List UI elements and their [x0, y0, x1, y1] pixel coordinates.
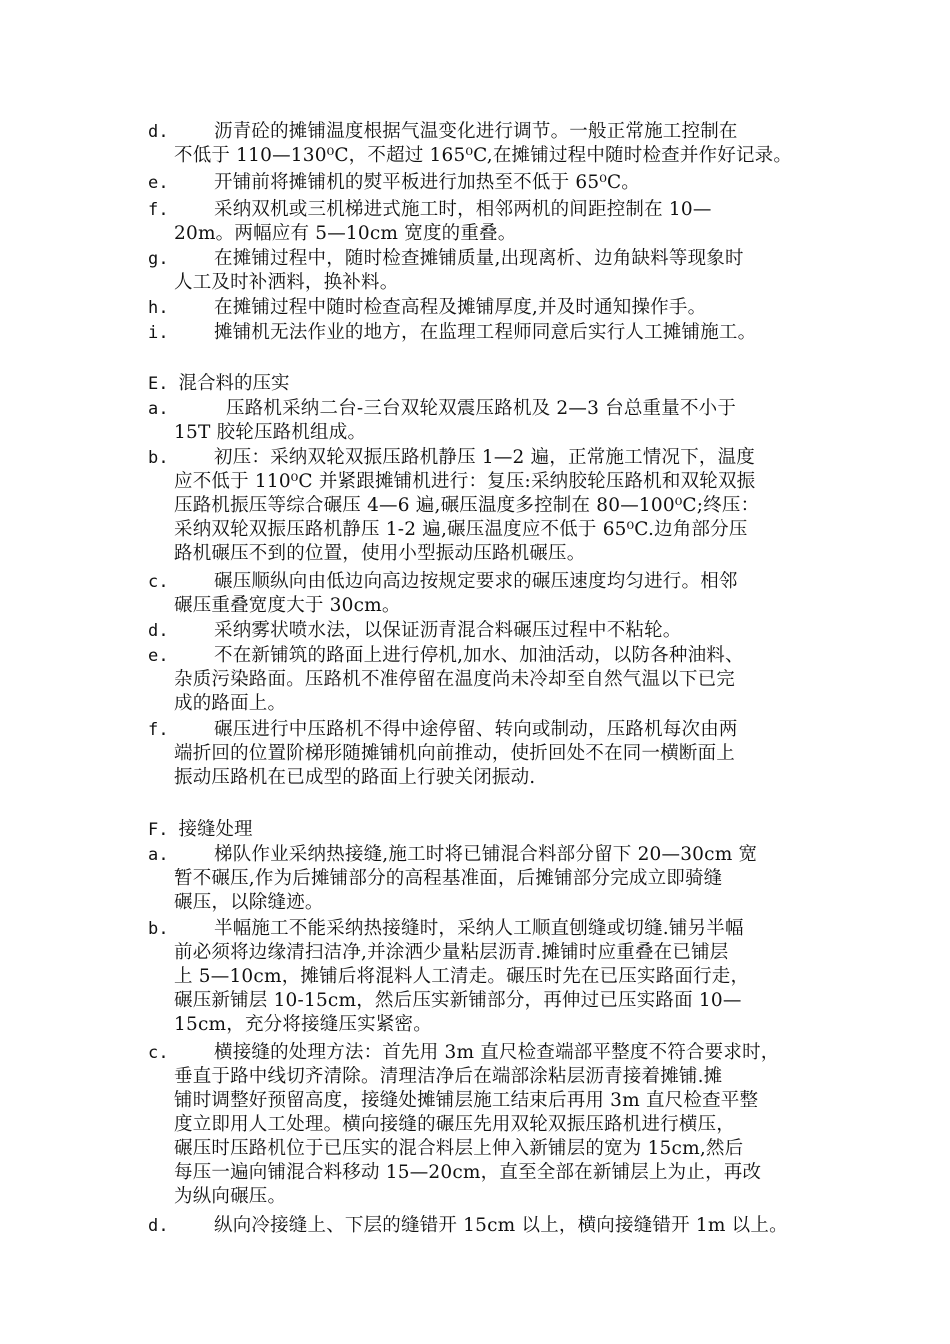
item-text: 碾压新铺层 10-15cm，然后压实新铺部分，再伸过已压实路面 10—: [174, 990, 742, 1011]
item-text: 垂直于路中线切齐清除。清理洁净后在端部涂粘层沥青接着摊铺.摊: [174, 1066, 723, 1087]
section-title: 混合料的压实: [178, 373, 290, 394]
section-label: F.: [148, 820, 169, 840]
item-label: a.: [148, 399, 169, 419]
item-text: 上 5—10cm，摊铺后将混料人工清走。碾压时先在已压实路面行走，: [174, 966, 750, 987]
item-text: 铺时调整好预留高度，接缝处摊铺层施工结束后再用 3m 直尺检查平整: [174, 1090, 759, 1111]
item-text: 应不低于 110⁰C 并紧跟摊铺机进行：复压:采纳胶轮压路机和双轮双振: [174, 471, 756, 492]
item-text: 采纳双轮双振压路机静压 1-2 遍,碾压温度应不低于 65⁰C.边角部分压: [174, 519, 748, 540]
item-text: 每压一遍向铺混合料移动 15—20cm，直至全部在新铺层上为止，再改: [174, 1162, 762, 1183]
item-text: 开铺前将摊铺机的熨平板进行加热至不低于 65⁰C。: [214, 172, 640, 193]
item-label: h.: [148, 298, 169, 318]
list-item: [148, 171, 868, 195]
list-item: [148, 619, 868, 643]
item-text: 半幅施工不能采纳热接缝时，采纳人工顺直刨缝或切缝.铺另半幅: [214, 918, 744, 939]
item-text: 15cm，充分将接缝压实紧密。: [174, 1014, 432, 1035]
item-text: 为纵向碾压。: [174, 1186, 287, 1207]
item-text: 梯队作业采纳热接缝,施工时将已铺混合料部分留下 20—30cm 宽: [214, 844, 758, 865]
item-label: b.: [148, 919, 169, 939]
item-text: 成的路面上。: [174, 693, 287, 714]
item-text: 沥青砼的摊铺温度根据气温变化进行调节。一般正常施工控制在: [214, 121, 738, 142]
item-text: 在摊铺过程中，随时检查摊铺质量,出现离析、边角缺料等现象时: [214, 248, 744, 269]
item-text: 压路机采纳二台-三台双轮双震压路机及 2—3 台总重量不小于: [226, 398, 737, 419]
section-heading: [148, 372, 290, 396]
item-label: e.: [148, 646, 169, 666]
item-text: 暂不碾压,作为后摊铺部分的高程基准面，后摊铺部分完成立即骑缝: [174, 868, 723, 889]
item-text: 度立即用人工处理。横向接缝的碾压先用双轮双振压路机进行横压，: [174, 1114, 736, 1135]
item-text: 采纳双机或三机梯进式施工时，相邻两机的间距控制在 10—: [214, 199, 712, 220]
item-text: 碾压进行中压路机不得中途停留、转向或制动，压路机每次由两: [214, 719, 738, 740]
section-title: 接缝处理: [178, 819, 253, 840]
item-label: d.: [148, 122, 169, 142]
item-text: 路机碾压不到的位置，使用小型振动压路机碾压。: [174, 543, 586, 564]
item-label: d.: [148, 621, 169, 641]
item-text: 纵向冷接缝上、下层的缝错开 15cm 以上，横向接缝错开 1m 以上。: [214, 1215, 788, 1236]
item-text: 碾压顺纵向由低边向高边按规定要求的碾压速度均匀进行。相邻: [214, 571, 738, 592]
item-text: 前必须将边缘清扫洁净,并涂洒少量粘层沥青.摊铺时应重叠在已铺层: [174, 942, 729, 963]
item-text: 碾压，以除缝迹。: [174, 892, 324, 913]
item-text: 振动压路机在已成型的路面上行驶关闭振动.: [174, 767, 536, 788]
item-label: c.: [148, 1043, 169, 1063]
item-label: b.: [148, 448, 169, 468]
list-item: [148, 917, 868, 1037]
item-text: 不低于 110—130⁰C，不超过 165⁰C,在摊铺过程中随时检查并作好记录。: [174, 145, 793, 166]
item-label: g.: [148, 249, 169, 269]
item-text: 不在新铺筑的路面上进行停机,加水、加油活动，以防各种油料、: [214, 645, 744, 666]
list-item: [148, 446, 868, 566]
item-text: 人工及时补洒料，换补料。: [174, 272, 399, 293]
item-label: d.: [148, 1216, 169, 1236]
item-text: 在摊铺过程中随时检查高程及摊铺厚度,并及时通知操作手。: [214, 297, 707, 318]
list-item: [148, 120, 868, 168]
section-label: E.: [148, 374, 169, 394]
item-text: 端折回的位置阶梯形随摊铺机向前推动，使折回处不在同一横断面上: [174, 743, 736, 764]
item-text: 摊铺机无法作业的地方，在监理工程师同意后实行人工摊铺施工。: [214, 322, 757, 343]
item-text: 横接缝的处理方法：首先用 3m 直尺检查端部平整度不符合要求时，: [214, 1042, 780, 1063]
list-item: [148, 397, 868, 445]
item-text: 20m。两幅应有 5—10cm 宽度的重叠。: [174, 223, 517, 244]
list-item: [148, 1041, 868, 1209]
item-text: 压路机振压等综合碾压 4—6 遍,碾压温度多控制在 80—100⁰C;终压：: [174, 495, 760, 516]
section-heading: [148, 818, 253, 842]
list-item: [148, 718, 868, 790]
item-label: a.: [148, 845, 169, 865]
item-label: f.: [148, 720, 169, 740]
list-item: [148, 843, 868, 915]
item-text: 15T 胶轮压路机组成。: [174, 422, 367, 443]
list-item: [148, 198, 868, 246]
list-item: [148, 247, 868, 295]
item-text: 采纳雾状喷水法，以保证沥青混合料碾压过程中不粘轮。: [214, 620, 682, 641]
item-text: 初压：采纳双轮双振压路机静压 1—2 遍，正常施工情况下，温度: [214, 447, 756, 468]
list-item: [148, 644, 868, 716]
item-text: 碾压时压路机位于已压实的混合料层上伸入新铺层的宽为 15cm,然后: [174, 1138, 744, 1159]
item-text: 杂质污染路面。压路机不准停留在温度尚未冷却至自然气温以下已完: [174, 669, 736, 690]
list-item: [148, 1214, 868, 1238]
list-item: [148, 321, 868, 345]
list-item: [148, 296, 868, 320]
item-label: e.: [148, 173, 169, 193]
list-item: [148, 570, 868, 618]
item-label: i.: [148, 323, 169, 343]
item-label: f.: [148, 200, 169, 220]
item-label: c.: [148, 572, 169, 592]
item-text: 碾压重叠宽度大于 30cm。: [174, 595, 401, 616]
